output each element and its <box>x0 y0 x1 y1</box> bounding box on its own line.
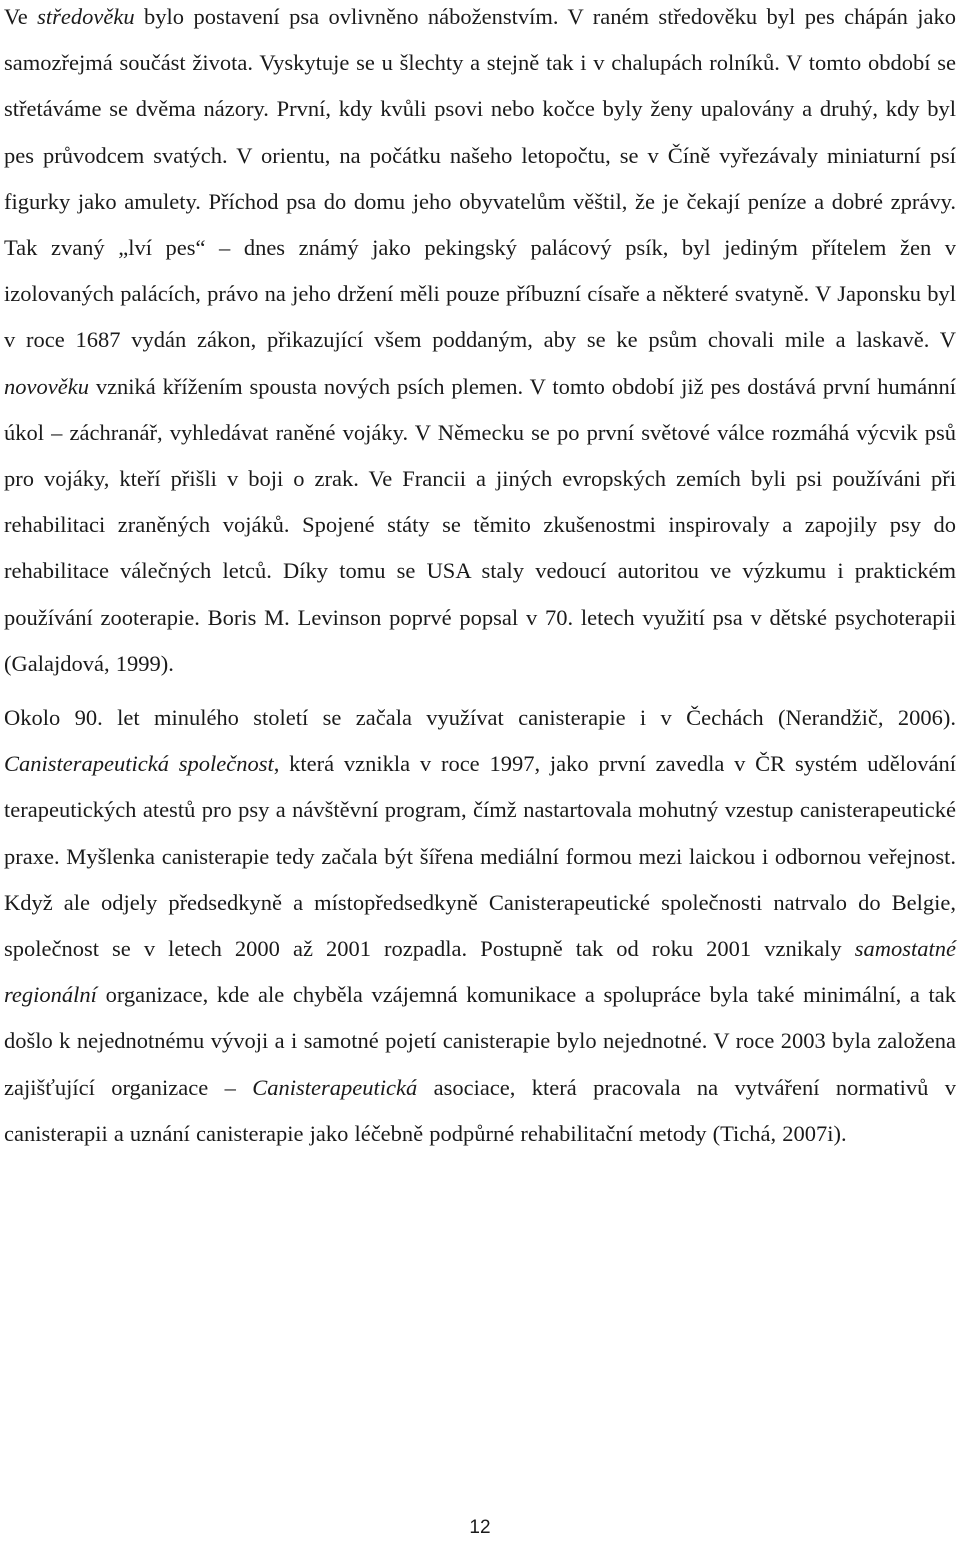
italic-text-run: středověku <box>37 4 135 29</box>
text-run: asociace, která pracovala na vytváření normativů v canisterapii a uznání canisterapie jako léčebně podpůrné rehabilitační metody (Tichá, 2007i). <box>4 1074 956 1146</box>
text-run: organizace, kde ale chyběla vzájemná komunikace a spolupráce byla také minimální, a tak došlo k nejednotnému vývoji a i samotné pojetí canisterapie bylo nejednotné. V roce 2003 byla založena zajišťující organizace – <box>4 982 956 1100</box>
paragraph-canistherapy-czech <box>4 695 956 1157</box>
italic-text-run: Canisterapeutická <box>252 1074 418 1100</box>
paragraph-history-middle-ages <box>4 0 956 687</box>
text-run: , která vznikla v roce 1997, jako první zavedla v ČR systém udělování terapeutických atestů pro psy a návštěvní program, čímž nastartovala mohutný vzestup canisterapeutické praxe. Myšlenka canisterapie tedy začala být šířena mediální formou mezi laickou i odbornou veřejnost. Když ale odjely předsedkyně a místopředsedkyně Canisterapeutické společnosti natrvalo do Belgie, společnost se v letech 2000 až 2001 rozpadla. Postupně tak od roku 2001 vznikaly <box>4 751 956 962</box>
text-run: Ve <box>4 4 38 29</box>
italic-text-run: samostatné regionální <box>4 936 956 1008</box>
text-run: vzniká křížením spousta nových psích plemen. V tomto období již pes dostává první humánní úkol – záchranář, vyhledávat raněné vojáky. V Německu se po první světové válce rozmáhá výcvik psů pro vojáky, kteří přišli v boji o zrak. Ve Francii a jiných evropských zemích byli psi používáni při rehabilitaci zraněných vojáků. Spojené státy se těmito zkušenostmi inspirovaly a zapojily psy do rehabilitace válečných letců. Díky tomu se USA staly vedoucí autoritou ve výzkumu i praktickém používání zooterapie. Boris M. Levinson poprvé popsal v 70. letech využití psa v dětské psychoterapii (Galajdová, 1999). <box>4 373 956 676</box>
text-run: bylo postavení psa ovlivněno náboženstvím. V raném středověku byl pes chápán jako samozřejmá součást života. Vyskytuje se u šlechty a stejně tak i v chalupách rolníků. V tomto období se střetáváme se dvěma názory. První, kdy kvůli psovi nebo kočce byly ženy upalovány a druhý, kdy byl pes průvodcem svatých. V orientu, na počátku našeho letopočtu, se v Číně vyřezávaly miniaturní psí figurky jako amulety. Příchod psa do domu jeho obyvatelům věštil, že je čekají peníze a dobré zprávy. Tak zvaný „lví pes“ – dnes známý jako pekingský palácový psík, byl jediným přítelem žen v izolovaných palácích, právo na jeho držení měli pouze příbuzní císaře a některé svatyně. V Japonsku byl v roce 1687 vydán zákon, přikazující všem poddaným, aby se ke psům chovali mile a laskavě. V <box>4 4 956 353</box>
italic-text-run: Canisterapeutická společnost <box>4 751 274 777</box>
italic-text-run: novověku <box>4 373 89 399</box>
page-number: 12 <box>469 1517 491 1538</box>
text-run: Okolo 90. let minulého století se začala využívat canisterapie i v Čechách (Nerandžič, 2006). <box>4 705 956 731</box>
